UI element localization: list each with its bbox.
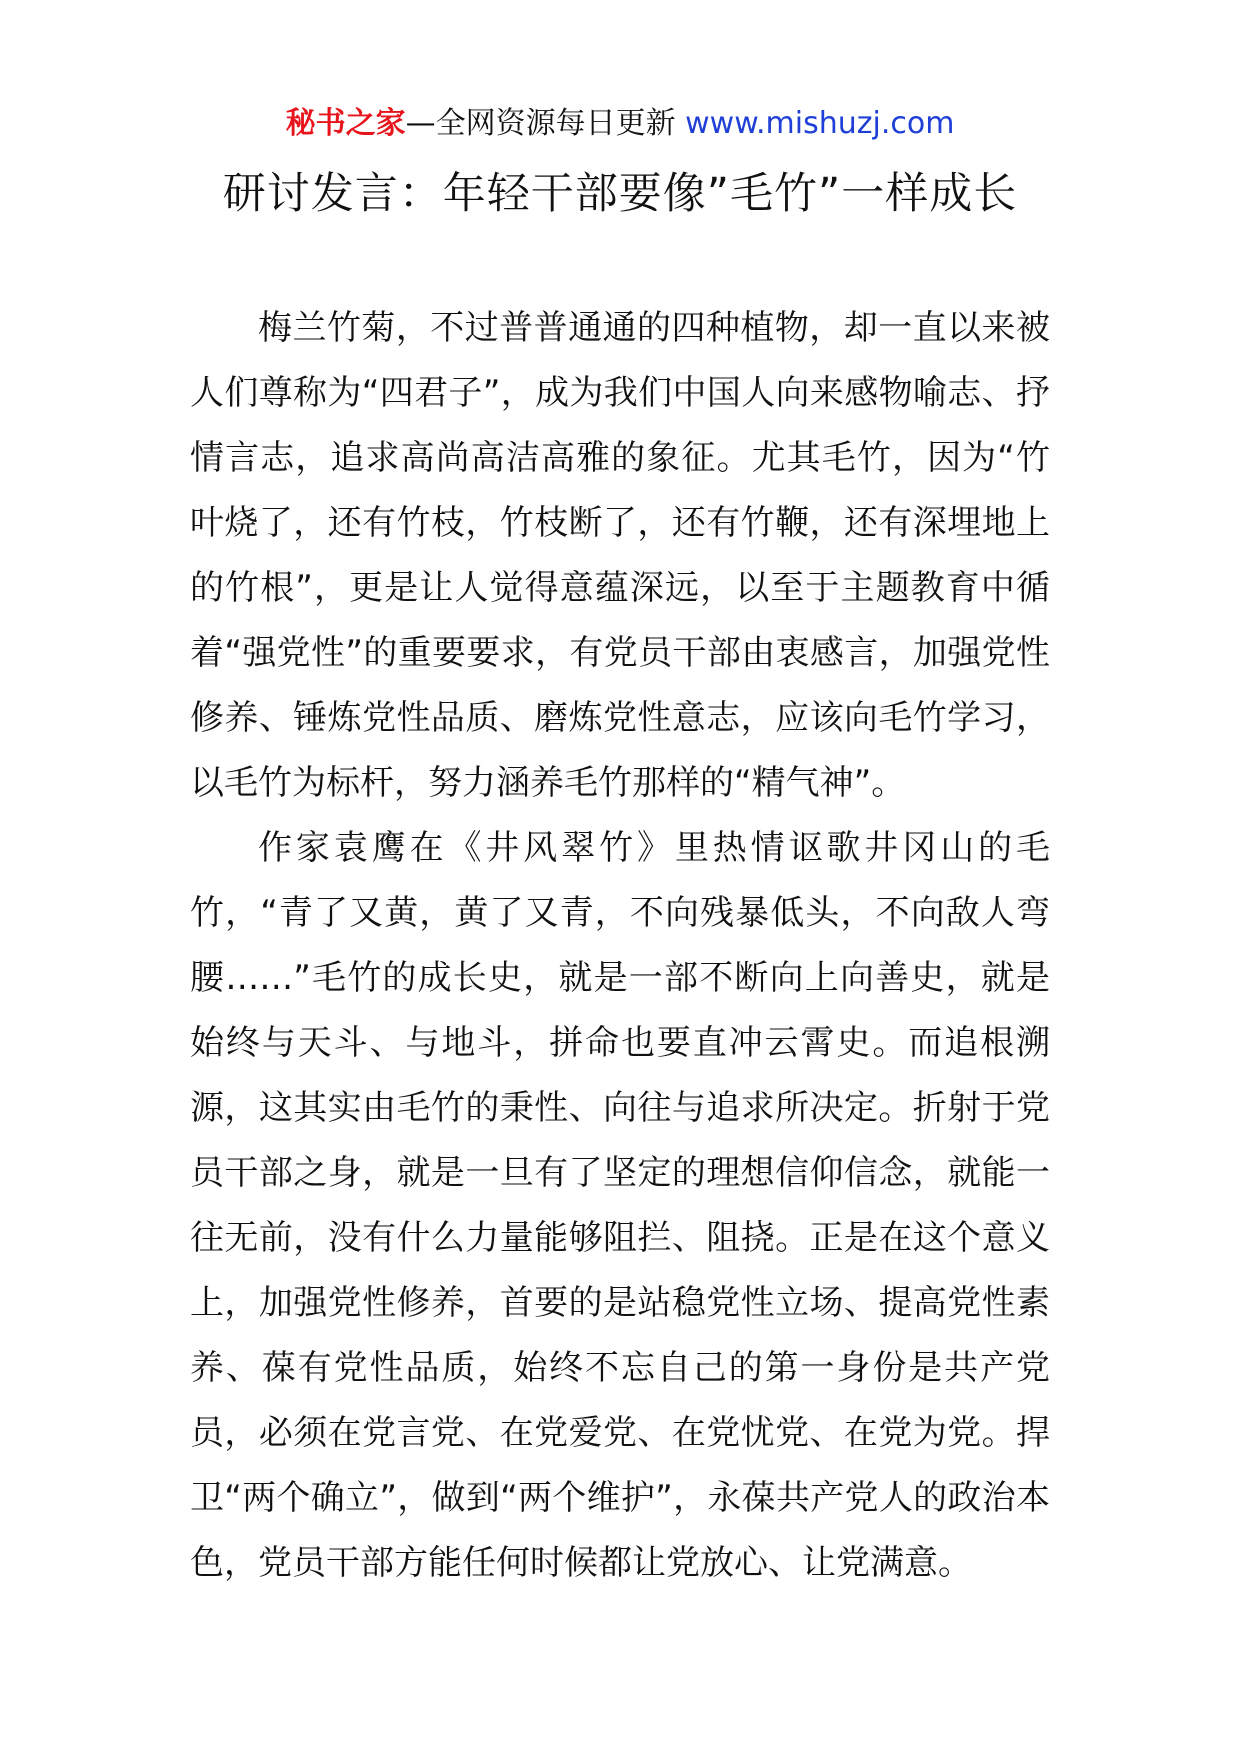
body-paragraph: 作家袁鹰在《井风翠竹》里热情讴歌井冈山的毛竹，“青了又黄，黄了又青，不向残暴低头，不向敌人弯腰……”毛竹的成长史，就是一部不断向上向善史，就是始终与天斗、与地斗，拼命也要直冲云霄史。而追根溯源，这其实由毛竹的秉性、向往与追求所决定。折射于党员干部之身，就是一旦有了坚定的理想信仰信念，就能一往无前，没有什么力量能够阻拦、阻挠。正是在这个意义上，加强党性修养，首要的是站稳党性立场、提高党性素养、葆有党性品质，始终不忘自己的第一身份是共产党员，必须在党言党、在党爱党、在党忧党、在党为党。捍卫“两个确立”，做到“两个维护”，永葆共产党人的政治本色，党员干部方能任何时候都让党放心、让党满意。 — [190, 828, 1050, 1583]
header-slogan: —全网资源每日更新 — [405, 106, 686, 141]
document-body — [190, 296, 1050, 1596]
site-header — [0, 104, 1240, 144]
brand-name: 秘书之家 — [285, 106, 406, 141]
site-url-link[interactable]: www.mishuzj.com — [685, 106, 955, 141]
body-paragraph: 梅兰竹菊，不过普普通通的四种植物，却一直以来被人们尊称为“四君子”，成为我们中国人向来感物喻志、抒情言志，追求高尚高洁高雅的象征。尤其毛竹，因为“竹叶烧了，还有竹枝，竹枝断了，还有竹鞭，还有深埋地上的竹根”，更是让人觉得意蕴深远，以至于主题教育中循着“强党性”的重要要求，有党员干部由衷感言，加强党性修养、锤炼党性品质、磨炼党性意志，应该向毛竹学习，以毛竹为标杆，努力涵养毛竹那样的“精气神”。 — [190, 308, 1050, 803]
document-title: 研讨发言：年轻干部要像”毛竹”一样成长 — [222, 169, 1018, 219]
